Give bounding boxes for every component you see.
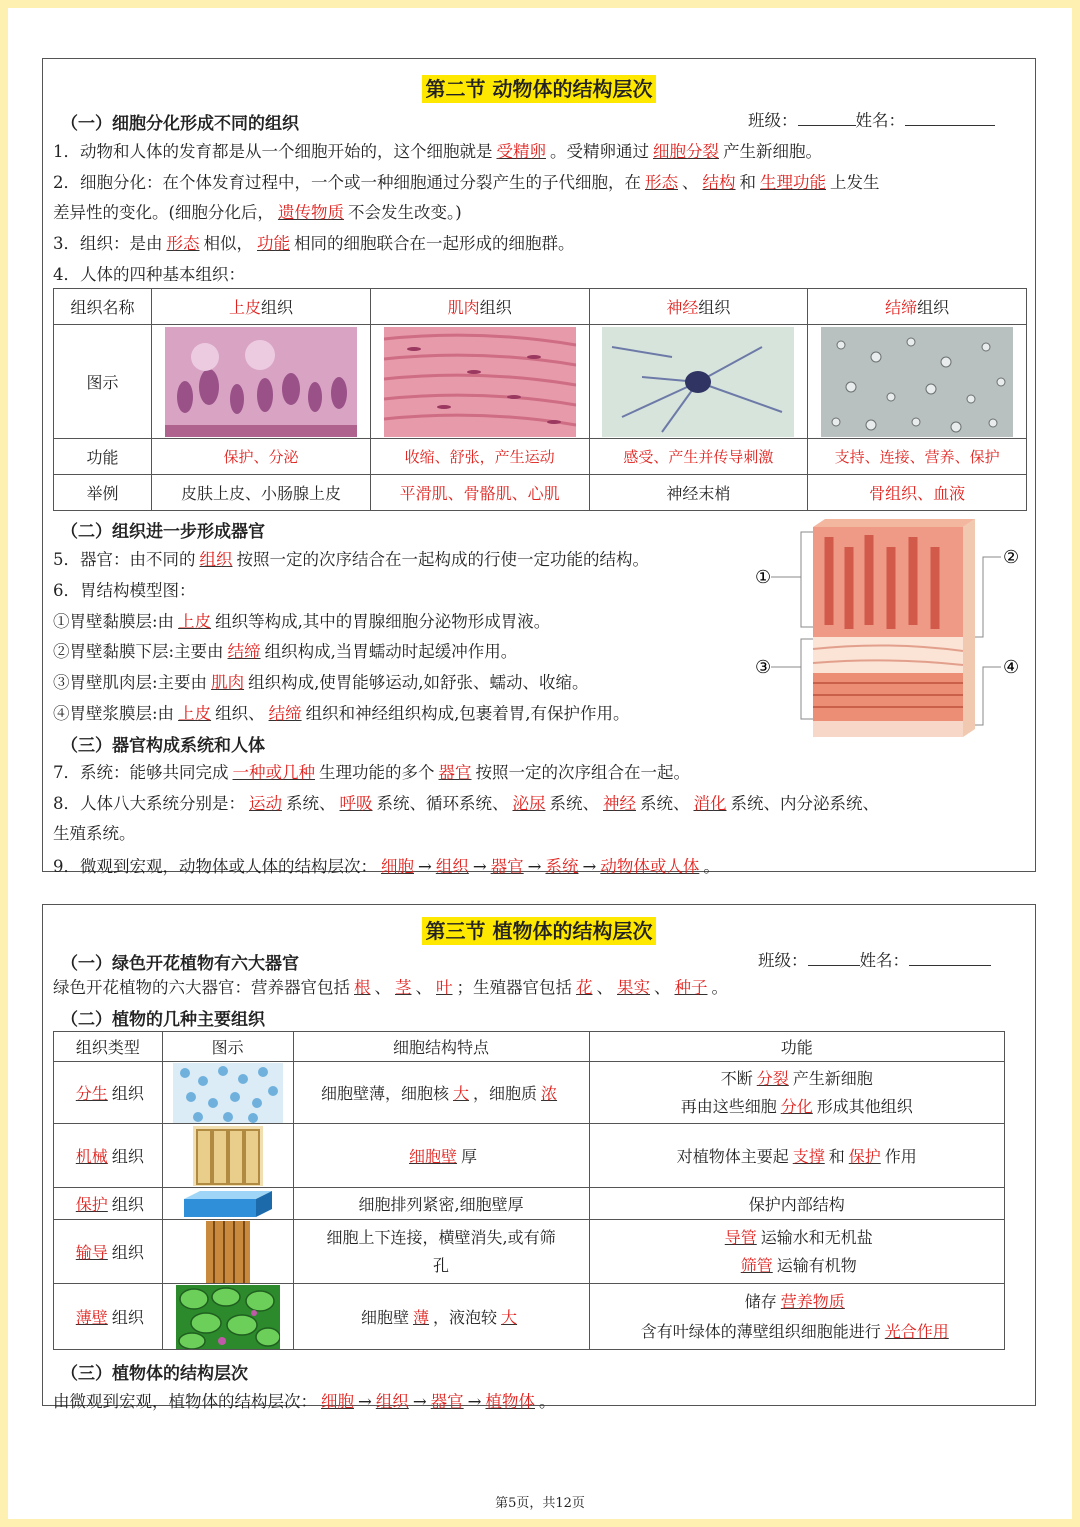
- muscle-tissue-image: [384, 327, 576, 437]
- stomach-layer-2: ②胃壁黏膜下层:主要由 结缔 组织构成,当胃蠕动时起缓冲作用。: [53, 642, 518, 661]
- tissue-function: 储存 营养物质 含有叶绿体的薄壁组织细胞能进行 光合作用: [589, 1284, 1004, 1350]
- heading-system: （三）器官构成系统和人体: [61, 736, 265, 756]
- section-plant-box: [42, 904, 1036, 1411]
- tissue-function: 支持、连接、营养、保护: [808, 439, 1027, 475]
- tissue-example: 神经末梢: [589, 475, 808, 511]
- stomach-wall-diagram: [751, 517, 1031, 747]
- tissue-name: 神经组织: [589, 289, 808, 325]
- marker-2: ②: [1003, 547, 1020, 568]
- tissue-function: 保护、分泌: [152, 439, 371, 475]
- line-3: 3．组织：是由 形态 相似， 功能 相同的细胞联合在一起形成的细胞群。: [53, 234, 575, 253]
- plant-levels-line: 由微观到宏观，植物体的结构层次： 细胞 → 组织 → 器官 → 植物体 。: [53, 1392, 556, 1411]
- name-blank[interactable]: [909, 951, 991, 966]
- class-name-fields: 班级： 姓名：: [758, 950, 991, 972]
- parenchyma-tissue-image: [176, 1285, 280, 1349]
- name-blank[interactable]: [905, 111, 995, 126]
- animal-tissue-table: [53, 288, 1027, 511]
- structure-feature: 细胞壁薄，细胞核 大 ，细胞质 浓: [293, 1062, 589, 1124]
- section-animal-box: [42, 58, 1036, 876]
- tissue-type: 分生 组织: [54, 1062, 163, 1124]
- line-7: 7．系统：能够共同完成 一种或几种 生理功能的多个 器官 按照一定的次序组合在一起。: [53, 763, 690, 782]
- tissue-example: 骨组织、血液: [808, 475, 1027, 511]
- tissue-type: 机械 组织: [54, 1124, 163, 1188]
- marker-3: ③: [755, 657, 772, 678]
- section-title: 第二节 动物体的结构层次: [422, 75, 657, 103]
- class-blank[interactable]: [808, 951, 860, 966]
- marker-4: ④: [1003, 657, 1020, 678]
- mechanical-tissue-image: [193, 1126, 263, 1186]
- column-header: 功能: [589, 1032, 1004, 1062]
- class-name-fields: 班级： 姓名：: [748, 110, 995, 132]
- column-header: 图示: [162, 1032, 293, 1062]
- stomach-layer-4: ④胃壁浆膜层:由 上皮 组织、 结缔 组织和神经组织构成,包裹着胃,有保护作用。: [53, 704, 630, 723]
- line-8b: 生殖系统。: [53, 824, 136, 843]
- structure-feature: 细胞壁 薄 ，液泡较 大: [293, 1284, 589, 1350]
- heading-cell-differentiation: （一）细胞分化形成不同的组织: [61, 114, 299, 134]
- tissue-name: 肌肉组织: [370, 289, 589, 325]
- line-2: 2．细胞分化：在个体发育过程中，一个或一种细胞通过分裂产生的子代细胞，在 形态 、 结构 和 生理功能 上发生: [53, 173, 880, 192]
- column-header: 细胞结构特点: [293, 1032, 589, 1062]
- row-label: 举例: [54, 475, 152, 511]
- protective-tissue-image: [182, 1189, 274, 1219]
- marker-1: ①: [755, 567, 772, 588]
- line-9: 9．微观到宏观，动物体或人体的结构层次： 细胞 → 组织 → 器官 → 系统 → 动物体或人体 。: [53, 857, 720, 876]
- line-8: 8．人体八大系统分别是： 运动 系统、 呼吸 系统、循环系统、 泌尿 系统、 神经 系统、 消化 系统、内分泌系统、: [53, 794, 879, 813]
- meristem-tissue-image: [173, 1063, 283, 1123]
- heading-plant-tissues: （二）植物的几种主要组织: [61, 1010, 265, 1030]
- tissue-function: 收缩、舒张，产生运动: [370, 439, 589, 475]
- line-6: 6．胃结构模型图：: [53, 581, 196, 600]
- tissue-type: 保护 组织: [54, 1188, 163, 1220]
- page-footer: 第5页，共12页: [495, 1496, 585, 1511]
- tissue-name: 上皮组织: [152, 289, 371, 325]
- structure-feature: 细胞排列紧密,细胞壁厚: [293, 1188, 589, 1220]
- plant-tissue-table: [53, 1031, 1005, 1350]
- line-1: 1．动物和人体的发育都是从一个细胞开始的，这个细胞就是 受精卵 。受精卵通过 细胞分裂 产生新细胞。: [53, 142, 822, 161]
- line-4: 4．人体的四种基本组织：: [53, 265, 245, 284]
- tissue-type: 输导 组织: [54, 1220, 163, 1284]
- heading-organ: （二）组织进一步形成器官: [61, 522, 265, 542]
- line-5: 5．器官：由不同的 组织 按照一定的次序结合在一起构成的行使一定功能的结构。: [53, 550, 649, 569]
- heading-plant-levels: （三）植物体的结构层次: [61, 1364, 248, 1384]
- row-label: 功能: [54, 439, 152, 475]
- stomach-layer-1: ①胃壁黏膜层:由 上皮 组织等构成,其中的胃腺细胞分泌物形成胃液。: [53, 612, 551, 631]
- column-header: 组织类型: [54, 1032, 163, 1062]
- tissue-function: 不断 分裂 产生新细胞 再由这些细胞 分化 形成其他组织: [589, 1062, 1004, 1124]
- tissue-function: 对植物体主要起 支撑 和 保护 作用: [589, 1124, 1004, 1188]
- tissue-function: 感受、产生并传导刺激: [589, 439, 808, 475]
- line-2b: 差异性的变化。(细胞分化后， 遗传物质 不会发生改变。): [53, 203, 462, 222]
- structure-feature: 细胞壁 厚: [293, 1124, 589, 1188]
- tissue-example: 平滑肌、骨骼肌、心肌: [370, 475, 589, 511]
- stomach-layer-3: ③胃壁肌肉层:主要由 肌肉 组织构成,使胃能够运动,如舒张、蠕动、收缩。: [53, 673, 589, 692]
- connective-tissue-image: [821, 327, 1013, 437]
- tissue-type: 薄壁 组织: [54, 1284, 163, 1350]
- conducting-tissue-image: [206, 1221, 250, 1283]
- tissue-example: 皮肤上皮、小肠腺上皮: [152, 475, 371, 511]
- nerve-tissue-image: [602, 327, 794, 437]
- structure-feature: 细胞上下连接，横壁消失,或有筛 孔: [293, 1220, 589, 1284]
- six-organs-line: 绿色开花植物的六大器官：营养器官包括 根 、 茎 、 叶 ；生殖器官包括 花 、 果实 、 种子 。: [53, 978, 728, 997]
- class-blank[interactable]: [798, 111, 856, 126]
- row-label: 组织名称: [54, 289, 152, 325]
- row-label: 图示: [54, 325, 152, 439]
- tissue-function: 导管 运输水和无机盐 筛管 运输有机物: [589, 1220, 1004, 1284]
- epithelial-tissue-image: [165, 327, 357, 437]
- tissue-function: 保护内部结构: [589, 1188, 1004, 1220]
- section-title: 第三节 植物体的结构层次: [422, 917, 657, 945]
- heading-six-organs: （一）绿色开花植物有六大器官: [61, 954, 299, 974]
- tissue-name: 结缔组织: [808, 289, 1027, 325]
